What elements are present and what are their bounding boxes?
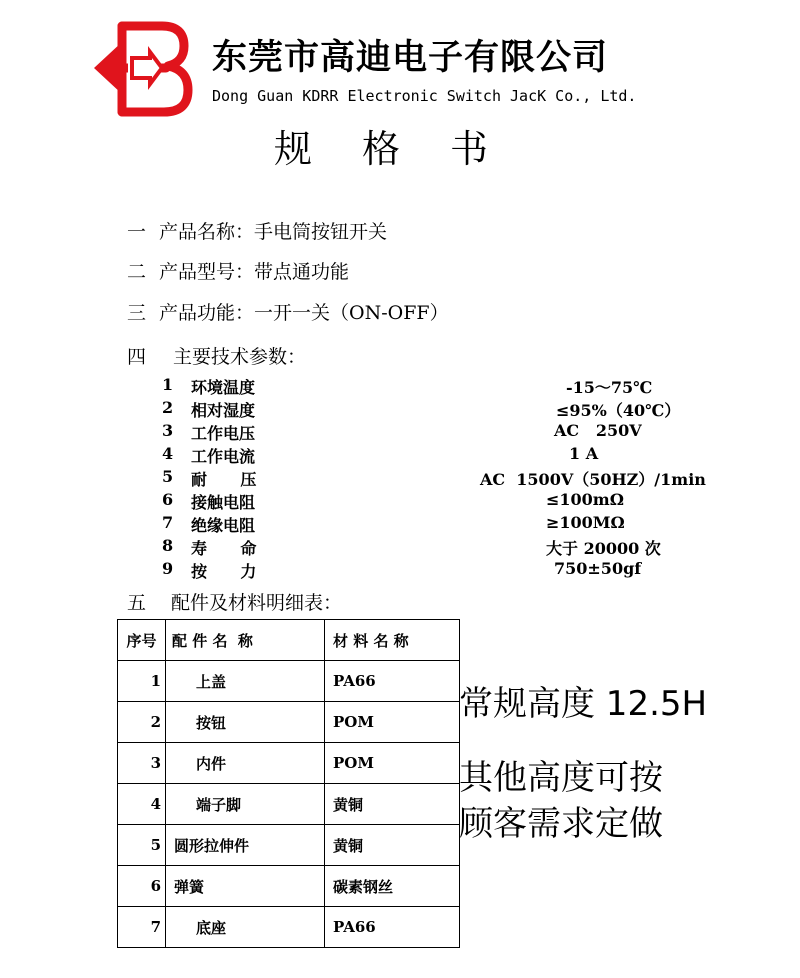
cell-no: 3 [118,743,166,784]
param-label: 工作电压 [191,424,256,443]
param-value: -15～75℃ [566,378,653,397]
param-label: 寿 命 [191,539,257,558]
param-label: 绝缘电阻 [191,516,256,535]
param-label: 接触电阻 [191,493,256,512]
section-tech-params [127,342,306,369]
note-standard-height: 常规高度 12.5H [459,684,708,724]
param-value: AC 250V [554,421,642,440]
section-label: 主要技术参数： [173,346,307,368]
cell-material: 碳素钢丝 [325,866,460,907]
cell-part: 内件 [166,743,325,784]
table-row [118,661,460,702]
table-row [118,784,460,825]
section-product-name [127,217,387,244]
section-number: 二 [127,261,147,283]
cell-part: 底座 [166,907,325,948]
table-header-row [118,620,460,661]
param-number: 2 [162,398,174,417]
param-label: 工作电流 [191,447,256,466]
cell-material: 黄铜 [325,825,460,866]
section-product-function [127,298,449,325]
cell-no: 1 [118,661,166,702]
title-char: 规 [274,127,313,171]
section-number: 五 [127,592,147,614]
title-char: 格 [362,127,401,171]
param-number: 9 [162,559,174,578]
table-row [118,743,460,784]
param-value: ≤100mΩ [546,490,624,509]
section-value: 带点通功能 [254,261,350,283]
section-number: 四 [127,346,147,368]
cell-material: PA66 [325,661,460,702]
note-custom-height-line2: 顾客需求定做 [459,804,663,844]
company-logo-icon [88,12,196,124]
cell-material: POM [325,702,460,743]
column-header-part: 配 件 名 称 [166,620,325,661]
cell-material: PA66 [325,907,460,948]
cell-part: 上盖 [166,661,325,702]
table-row [118,825,460,866]
section-value: 手电筒按钮开关 [254,221,388,243]
param-value: 750±50gf [554,559,642,578]
param-number: 7 [162,513,174,532]
table-row [118,702,460,743]
section-number: 一 [127,221,147,243]
cell-no: 5 [118,825,166,866]
param-label: 耐 压 [191,470,257,489]
cell-no: 6 [118,866,166,907]
cell-no: 4 [118,784,166,825]
cell-part: 端子脚 [166,784,325,825]
section-number: 三 [127,302,147,324]
param-value: 大于 20000 次 [546,539,661,558]
company-name-cn: 东莞市高迪电子有限公司 [212,38,609,78]
cell-no: 7 [118,907,166,948]
section-product-model [127,257,349,284]
param-label: 环境温度 [191,378,256,397]
param-number: 8 [162,536,174,555]
section-label: 产品名称： [159,221,255,243]
cell-material: POM [325,743,460,784]
parts-materials-table [117,619,460,948]
param-number: 6 [162,490,174,509]
section-value: 一开一关（ON-OFF） [254,302,449,324]
param-label: 相对湿度 [191,401,256,420]
section-label: 产品型号： [159,261,255,283]
param-number: 1 [162,375,174,394]
param-number: 3 [162,421,174,440]
cell-no: 2 [118,702,166,743]
note-custom-height-line1: 其他高度可按 [459,758,663,798]
title-char: 书 [450,127,489,171]
param-value: ≤95%（40℃） [556,401,681,420]
company-name-en: Dong Guan KDRR Electronic Switch JacK Co., Ltd. [212,87,637,105]
section-parts-materials [127,588,342,615]
cell-material: 黄铜 [325,784,460,825]
column-header-material: 材 料 名 称 [325,620,460,661]
param-label: 按 力 [191,562,257,581]
param-number: 5 [162,467,174,486]
cell-part: 弹簧 [166,866,325,907]
cell-part: 按钮 [166,702,325,743]
column-header-no: 序号 [118,620,166,661]
param-value: ≥100MΩ [546,513,625,532]
param-value: 1 A [569,444,599,463]
cell-part: 圆形拉伸件 [166,825,325,866]
param-number: 4 [162,444,174,463]
param-value: AC 1500V（50HZ）/1min [480,470,706,489]
table-row [118,866,460,907]
table-row [118,907,460,948]
section-label: 产品功能： [159,302,255,324]
document-title [274,118,488,173]
section-label: 配件及材料明细表： [171,592,343,614]
